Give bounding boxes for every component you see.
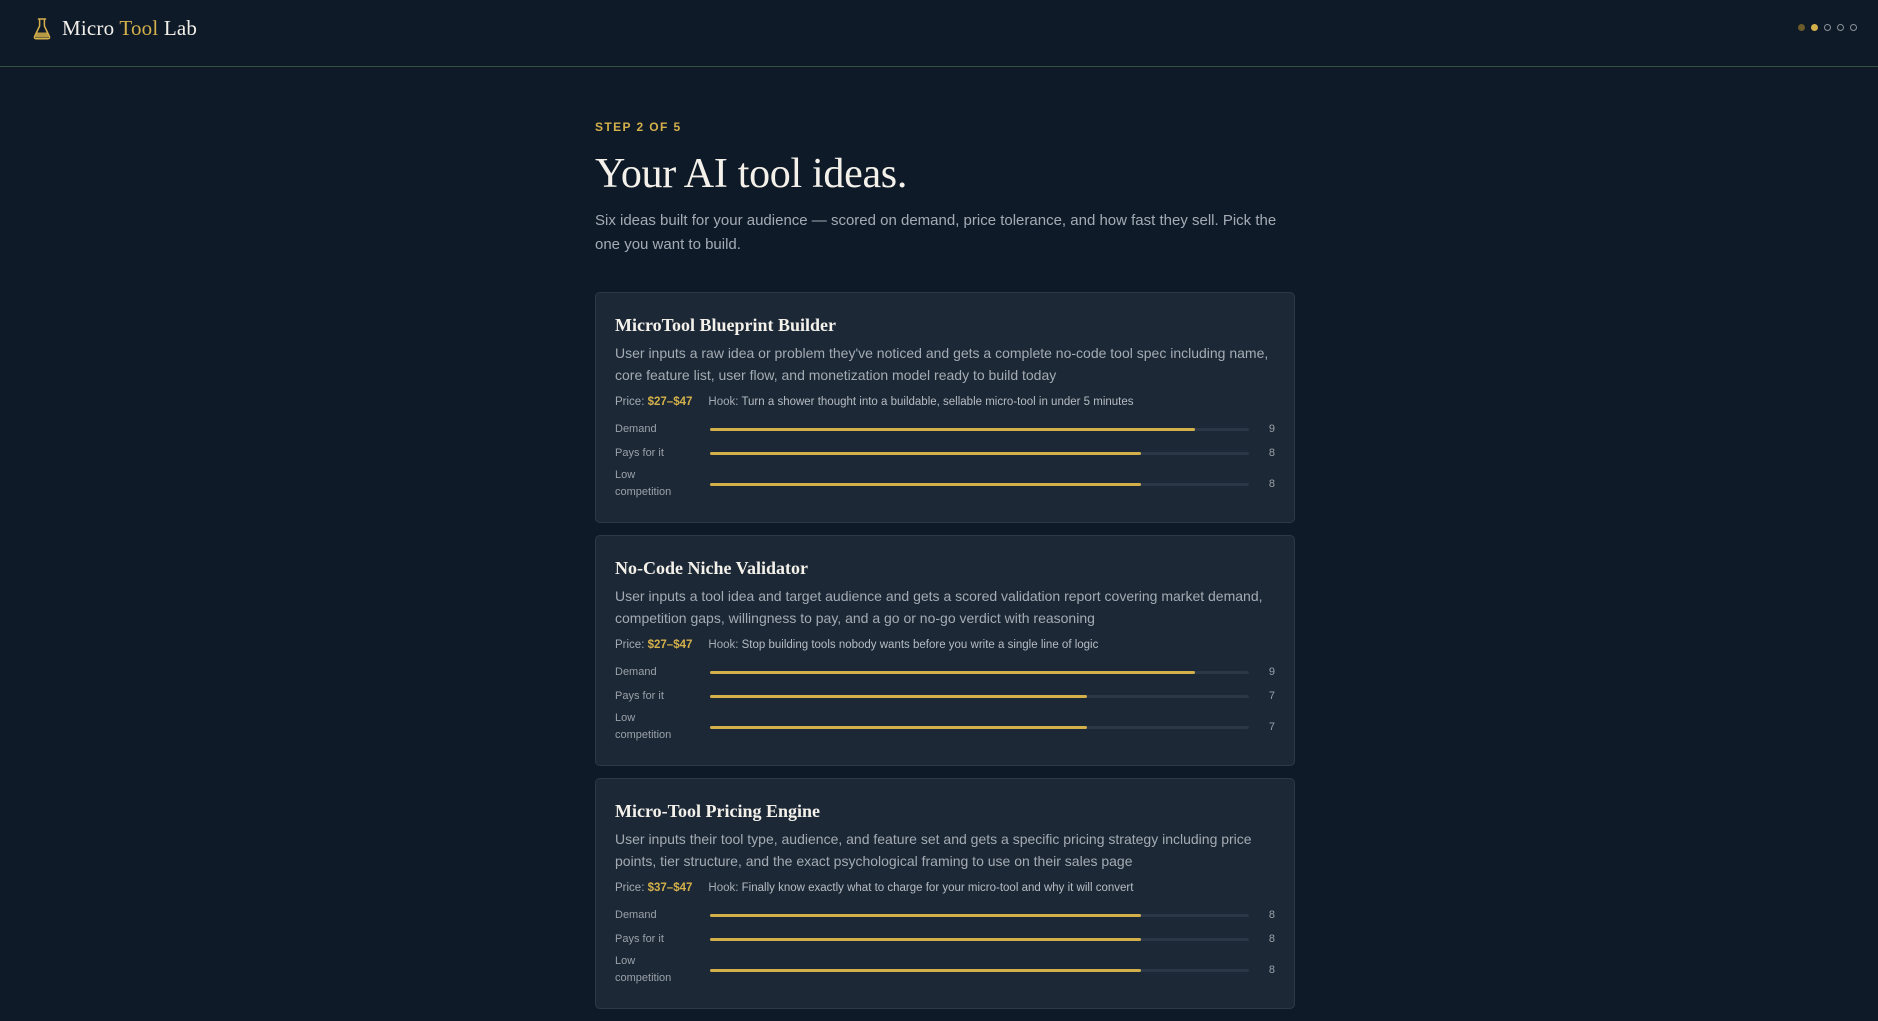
score-bar-demand [710, 671, 1249, 674]
score-label-competition [615, 710, 710, 744]
score-row-competition [615, 465, 1275, 503]
score-label-demand: Demand [615, 422, 657, 435]
brand-name-part1: Micro [62, 16, 120, 40]
score-row-pays [615, 441, 1275, 465]
score-value-demand: 8 [1268, 909, 1275, 921]
page-subtitle: Six ideas built for your audience — scored on demand, price tolerance, and how fast they sell. Pick the one you want to build. [595, 212, 1277, 253]
score-label-demand: Demand [615, 665, 657, 678]
idea-scores [615, 903, 1275, 989]
idea-price [615, 882, 692, 894]
hook-text: Stop building tools nobody wants before you write a single line of logic [741, 639, 1099, 651]
price-label: Price: [615, 396, 645, 408]
idea-price [615, 639, 692, 651]
score-row-demand [615, 903, 1275, 927]
score-bar-competition [710, 483, 1249, 486]
hook-text: Turn a shower thought into a buildable, sellable micro-tool in under 5 minutes [741, 396, 1134, 408]
score-value-competition: 7 [1268, 721, 1275, 733]
score-row-competition [615, 951, 1275, 989]
score-value-pays: 7 [1268, 690, 1275, 702]
idea-hook [708, 882, 1133, 894]
score-label-competition-line2: competition [615, 486, 672, 498]
score-bar-fill-pays [710, 695, 1088, 698]
idea-title: Micro-Tool Pricing Engine [615, 801, 820, 821]
score-row-demand [615, 417, 1275, 441]
step-indicator: STEP 2 OF 5 [595, 120, 682, 134]
score-bar-demand [710, 428, 1249, 431]
hook-label: Hook: [708, 882, 739, 894]
brand-name-accent: Tool [119, 16, 159, 40]
idea-card-2[interactable] [595, 535, 1295, 766]
score-value-demand: 9 [1268, 666, 1275, 678]
hook-label: Hook: [708, 396, 739, 408]
score-bar-fill-demand [710, 428, 1195, 431]
brand-name-part2: Lab [158, 16, 198, 40]
score-value-competition: 8 [1268, 478, 1275, 490]
score-value-competition: 8 [1268, 964, 1275, 976]
score-bar-pays [710, 452, 1249, 455]
score-bar-pays [710, 695, 1249, 698]
hook-label: Hook: [708, 639, 739, 651]
score-label-pays: Pays for it [615, 689, 664, 702]
score-label-competition [615, 953, 710, 987]
idea-title: No-Code Niche Validator [615, 558, 808, 578]
score-label-competition-line2: competition [615, 729, 672, 741]
score-row-pays [615, 684, 1275, 708]
score-bar-competition [710, 969, 1249, 972]
score-value-pays: 8 [1268, 447, 1275, 459]
score-bar-fill-demand [710, 671, 1195, 674]
idea-meta [615, 636, 1275, 654]
score-value-demand: 9 [1268, 423, 1275, 435]
score-bar-fill-demand [710, 914, 1141, 917]
idea-hook [708, 396, 1133, 408]
idea-card-1[interactable] [595, 292, 1295, 523]
progress-dot-1 [1798, 24, 1805, 31]
price-value: $27–$47 [647, 396, 693, 408]
idea-card-3[interactable] [595, 778, 1295, 1009]
score-label-competition-line1: Low [615, 955, 636, 967]
score-bar-fill-competition [710, 483, 1141, 486]
score-bar-fill-pays [710, 938, 1141, 941]
price-value: $37–$47 [647, 882, 693, 894]
progress-dot-5 [1850, 24, 1857, 31]
progress-dot-3 [1824, 24, 1831, 31]
idea-meta [615, 393, 1275, 411]
score-bar-pays [710, 938, 1249, 941]
score-bar-fill-competition [710, 726, 1088, 729]
idea-scores [615, 660, 1275, 746]
flask-icon [32, 17, 52, 41]
top-bar [0, 0, 1878, 67]
price-value: $27–$47 [647, 639, 693, 651]
price-label: Price: [615, 639, 645, 651]
idea-description: User inputs a raw idea or problem they've noticed and gets a complete no-code tool spec including name, core feature list, user flow, and monetization model ready to build today [615, 345, 1269, 383]
brand-name [62, 16, 197, 41]
idea-list [595, 292, 1295, 1009]
idea-title: MicroTool Blueprint Builder [615, 315, 837, 335]
score-label-pays: Pays for it [615, 932, 664, 945]
idea-description: User inputs a tool idea and target audience and gets a scored validation report covering market demand, competition gaps, willingness to pay, and a go or no-go verdict with reasoning [615, 588, 1263, 626]
score-label-competition-line1: Low [615, 469, 636, 481]
score-bar-fill-pays [710, 452, 1141, 455]
main-content [595, 120, 1295, 1021]
progress-dot-4 [1837, 24, 1844, 31]
score-bar-demand [710, 914, 1249, 917]
hook-text: Finally know exactly what to charge for your micro-tool and why it will convert [741, 882, 1134, 894]
score-label-competition-line2: competition [615, 972, 672, 984]
idea-description: User inputs their tool type, audience, and feature set and gets a specific pricing strategy including price points, tier structure, and the exact psychological framing to use on their sales page [615, 831, 1252, 869]
score-bar-competition [710, 726, 1249, 729]
idea-scores [615, 417, 1275, 503]
idea-hook [708, 639, 1098, 651]
score-row-competition [615, 708, 1275, 746]
brand-logo[interactable] [32, 16, 197, 41]
score-label-demand: Demand [615, 908, 657, 921]
score-row-demand [615, 660, 1275, 684]
score-label-pays: Pays for it [615, 446, 664, 459]
progress-dots [1798, 24, 1857, 31]
page-title: Your AI tool ideas. [595, 151, 908, 197]
score-value-pays: 8 [1268, 933, 1275, 945]
score-row-pays [615, 927, 1275, 951]
score-label-competition-line1: Low [615, 712, 636, 724]
price-label: Price: [615, 882, 645, 894]
progress-dot-2 [1811, 24, 1818, 31]
score-bar-fill-competition [710, 969, 1141, 972]
score-label-competition [615, 467, 710, 501]
idea-meta [615, 879, 1275, 897]
idea-price [615, 396, 692, 408]
